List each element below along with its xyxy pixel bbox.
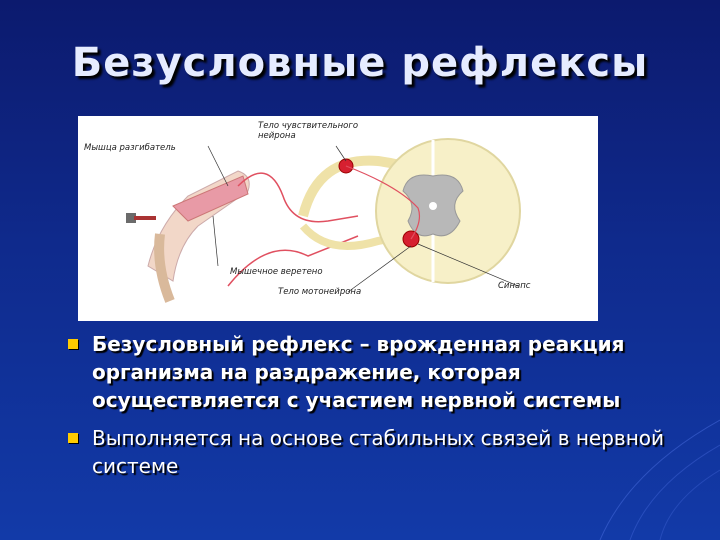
bullet-list bbox=[66, 330, 666, 490]
sensory-nerve-line bbox=[238, 173, 358, 222]
label-line-sensory bbox=[336, 146, 346, 161]
bullet-item bbox=[66, 424, 666, 480]
reflex-hammer-icon bbox=[126, 213, 156, 223]
label-sensory-neuron: Тело чувствительного нейрона bbox=[258, 121, 359, 141]
label-muscle-spindle: Мышечное веретено bbox=[230, 267, 323, 277]
central-canal bbox=[429, 202, 437, 210]
bullet-text: Выполняется на основе стабильных связей в нервной системе bbox=[92, 426, 665, 478]
label-motor-neuron: Тело мотонейрона bbox=[278, 287, 362, 297]
reflex-arc-illustration bbox=[78, 116, 598, 321]
label-line-spindle bbox=[213, 216, 218, 266]
label-line-muscle bbox=[208, 146, 228, 186]
label-muscle: Мышца разгибатель bbox=[84, 143, 176, 153]
bullet-text: Безусловный рефлекс – врожденная реакция организма на раздражение, которая осуществляется с участием нервной системы bbox=[92, 332, 625, 412]
reflex-arc-diagram bbox=[78, 116, 598, 321]
bullet-marker-icon bbox=[68, 339, 78, 349]
label-line-motor bbox=[348, 246, 411, 292]
label-synapse: Синапс bbox=[498, 281, 531, 291]
slide-title: Безусловные рефлексы bbox=[71, 40, 649, 86]
bullet-item bbox=[66, 330, 666, 414]
bullet-marker-icon bbox=[68, 433, 78, 443]
